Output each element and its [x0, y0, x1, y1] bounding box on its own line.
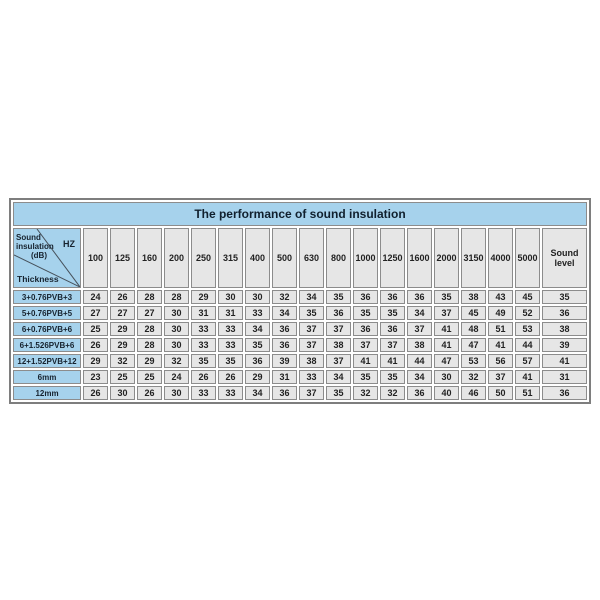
cell-3+0.76PVB+3-500hz: 32	[272, 290, 297, 304]
cell-3+0.76PVB+3-5000hz: 45	[515, 290, 540, 304]
cell-3+0.76PVB+3-4000hz: 43	[488, 290, 513, 304]
cell-6mm-400hz: 29	[245, 370, 270, 384]
cell-12mm-1600hz: 36	[407, 386, 432, 400]
freq-header-160: 160	[137, 228, 162, 288]
cell-6+1.526PVB+6-sound-level: 39	[542, 338, 587, 352]
corner-hz-label: HZ	[63, 239, 75, 249]
freq-header-2000: 2000	[434, 228, 459, 288]
cell-6mm-1600hz: 34	[407, 370, 432, 384]
cell-5+0.76PVB+5-2000hz: 37	[434, 306, 459, 320]
cell-6mm-250hz: 26	[191, 370, 216, 384]
data-row-6+0.76PVB+6	[13, 322, 587, 336]
cell-5+0.76PVB+5-630hz: 35	[299, 306, 324, 320]
cell-6+1.526PVB+6-2000hz: 41	[434, 338, 459, 352]
cell-6mm-315hz: 26	[218, 370, 243, 384]
cell-6+1.526PVB+6-1250hz: 37	[380, 338, 405, 352]
cell-12mm-200hz: 30	[164, 386, 189, 400]
cell-12+1.52PVB+12-1000hz: 41	[353, 354, 378, 368]
cell-12+1.52PVB+12-1250hz: 41	[380, 354, 405, 368]
cell-12mm-sound-level: 36	[542, 386, 587, 400]
corner-label-line2: insulation	[16, 242, 54, 251]
freq-header-250: 250	[191, 228, 216, 288]
cell-6mm-200hz: 24	[164, 370, 189, 384]
cell-5+0.76PVB+5-200hz: 30	[164, 306, 189, 320]
corner-cell-content	[14, 229, 80, 287]
cell-6+1.526PVB+6-100hz: 26	[83, 338, 108, 352]
freq-header-1250: 1250	[380, 228, 405, 288]
cell-6+1.526PVB+6-5000hz: 44	[515, 338, 540, 352]
cell-12mm-3150hz: 46	[461, 386, 486, 400]
cell-5+0.76PVB+5-100hz: 27	[83, 306, 108, 320]
cell-6mm-2000hz: 30	[434, 370, 459, 384]
cell-12+1.52PVB+12-250hz: 35	[191, 354, 216, 368]
cell-5+0.76PVB+5-1000hz: 35	[353, 306, 378, 320]
cell-12+1.52PVB+12-800hz: 37	[326, 354, 351, 368]
freq-header-1000: 1000	[353, 228, 378, 288]
cell-3+0.76PVB+3-1250hz: 36	[380, 290, 405, 304]
cell-12+1.52PVB+12-100hz: 29	[83, 354, 108, 368]
cell-6+1.526PVB+6-125hz: 29	[110, 338, 135, 352]
cell-12mm-2000hz: 40	[434, 386, 459, 400]
cell-6+1.526PVB+6-630hz: 37	[299, 338, 324, 352]
freq-header-400: 400	[245, 228, 270, 288]
cell-6mm-800hz: 34	[326, 370, 351, 384]
cell-12+1.52PVB+12-2000hz: 47	[434, 354, 459, 368]
cell-6+0.76PVB+6-4000hz: 51	[488, 322, 513, 336]
data-row-5+0.76PVB+5	[13, 306, 587, 320]
freq-header-500: 500	[272, 228, 297, 288]
header-row	[13, 228, 587, 288]
cell-6mm-100hz: 23	[83, 370, 108, 384]
cell-5+0.76PVB+5-125hz: 27	[110, 306, 135, 320]
cell-12+1.52PVB+12-630hz: 38	[299, 354, 324, 368]
cell-12mm-400hz: 34	[245, 386, 270, 400]
cell-12+1.52PVB+12-500hz: 39	[272, 354, 297, 368]
corner-sound-insulation-label	[16, 233, 62, 260]
cell-5+0.76PVB+5-sound-level: 36	[542, 306, 587, 320]
cell-6+0.76PVB+6-2000hz: 41	[434, 322, 459, 336]
data-row-3+0.76PVB+3	[13, 290, 587, 304]
cell-3+0.76PVB+3-sound-level: 35	[542, 290, 587, 304]
cell-12mm-315hz: 33	[218, 386, 243, 400]
freq-header-200: 200	[164, 228, 189, 288]
cell-12+1.52PVB+12-125hz: 32	[110, 354, 135, 368]
cell-6mm-5000hz: 41	[515, 370, 540, 384]
row-label-12+1.52PVB+12: 12+1.52PVB+12	[13, 354, 81, 368]
cell-12+1.52PVB+12-3150hz: 53	[461, 354, 486, 368]
cell-12+1.52PVB+12-160hz: 29	[137, 354, 162, 368]
cell-3+0.76PVB+3-1000hz: 36	[353, 290, 378, 304]
cell-6+0.76PVB+6-500hz: 36	[272, 322, 297, 336]
cell-12mm-5000hz: 51	[515, 386, 540, 400]
sound-level-header: Sound level	[542, 228, 587, 288]
title-row	[13, 202, 587, 226]
cell-6+1.526PVB+6-400hz: 35	[245, 338, 270, 352]
cell-3+0.76PVB+3-3150hz: 38	[461, 290, 486, 304]
cell-5+0.76PVB+5-5000hz: 52	[515, 306, 540, 320]
data-row-6+1.526PVB+6	[13, 338, 587, 352]
cell-6mm-1000hz: 35	[353, 370, 378, 384]
cell-12mm-1000hz: 32	[353, 386, 378, 400]
cell-6+1.526PVB+6-200hz: 30	[164, 338, 189, 352]
freq-header-800: 800	[326, 228, 351, 288]
cell-6+0.76PVB+6-125hz: 29	[110, 322, 135, 336]
cell-6+0.76PVB+6-5000hz: 53	[515, 322, 540, 336]
cell-6+0.76PVB+6-800hz: 37	[326, 322, 351, 336]
cell-12+1.52PVB+12-4000hz: 56	[488, 354, 513, 368]
cell-6+0.76PVB+6-1000hz: 36	[353, 322, 378, 336]
cell-6+0.76PVB+6-200hz: 30	[164, 322, 189, 336]
row-label-5+0.76PVB+5: 5+0.76PVB+5	[13, 306, 81, 320]
cell-6+0.76PVB+6-250hz: 33	[191, 322, 216, 336]
cell-3+0.76PVB+3-315hz: 30	[218, 290, 243, 304]
cell-6mm-630hz: 33	[299, 370, 324, 384]
cell-6+1.526PVB+6-1000hz: 37	[353, 338, 378, 352]
freq-header-1600: 1600	[407, 228, 432, 288]
cell-6mm-4000hz: 37	[488, 370, 513, 384]
cell-5+0.76PVB+5-4000hz: 49	[488, 306, 513, 320]
data-row-12+1.52PVB+12	[13, 354, 587, 368]
freq-header-630: 630	[299, 228, 324, 288]
cell-5+0.76PVB+5-1250hz: 35	[380, 306, 405, 320]
freq-header-125: 125	[110, 228, 135, 288]
cell-12mm-125hz: 30	[110, 386, 135, 400]
cell-12mm-800hz: 35	[326, 386, 351, 400]
cell-6+0.76PVB+6-1600hz: 37	[407, 322, 432, 336]
cell-6+1.526PVB+6-315hz: 33	[218, 338, 243, 352]
cell-6mm-160hz: 25	[137, 370, 162, 384]
cell-6mm-1250hz: 35	[380, 370, 405, 384]
freq-header-5000: 5000	[515, 228, 540, 288]
cell-6mm-125hz: 25	[110, 370, 135, 384]
cell-3+0.76PVB+3-800hz: 35	[326, 290, 351, 304]
cell-12mm-1250hz: 32	[380, 386, 405, 400]
cell-6+1.526PVB+6-500hz: 36	[272, 338, 297, 352]
cell-6+0.76PVB+6-315hz: 33	[218, 322, 243, 336]
cell-5+0.76PVB+5-250hz: 31	[191, 306, 216, 320]
cell-12mm-630hz: 37	[299, 386, 324, 400]
cell-3+0.76PVB+3-250hz: 29	[191, 290, 216, 304]
cell-5+0.76PVB+5-1600hz: 34	[407, 306, 432, 320]
cell-3+0.76PVB+3-100hz: 24	[83, 290, 108, 304]
cell-6+1.526PVB+6-4000hz: 41	[488, 338, 513, 352]
cell-12mm-160hz: 26	[137, 386, 162, 400]
cell-3+0.76PVB+3-630hz: 34	[299, 290, 324, 304]
cell-3+0.76PVB+3-200hz: 28	[164, 290, 189, 304]
cell-12mm-500hz: 36	[272, 386, 297, 400]
cell-6+1.526PVB+6-250hz: 33	[191, 338, 216, 352]
freq-header-315: 315	[218, 228, 243, 288]
cell-5+0.76PVB+5-400hz: 33	[245, 306, 270, 320]
cell-6+1.526PVB+6-160hz: 28	[137, 338, 162, 352]
corner-label-line3: (dB)	[31, 251, 47, 260]
cell-6mm-500hz: 31	[272, 370, 297, 384]
cell-6+0.76PVB+6-sound-level: 38	[542, 322, 587, 336]
cell-5+0.76PVB+5-800hz: 36	[326, 306, 351, 320]
freq-header-4000: 4000	[488, 228, 513, 288]
cell-5+0.76PVB+5-315hz: 31	[218, 306, 243, 320]
row-label-6+0.76PVB+6: 6+0.76PVB+6	[13, 322, 81, 336]
cell-6+1.526PVB+6-800hz: 38	[326, 338, 351, 352]
cell-12+1.52PVB+12-400hz: 36	[245, 354, 270, 368]
row-label-12mm: 12mm	[13, 386, 81, 400]
cell-5+0.76PVB+5-160hz: 27	[137, 306, 162, 320]
corner-cell	[13, 228, 81, 288]
cell-3+0.76PVB+3-400hz: 30	[245, 290, 270, 304]
cell-3+0.76PVB+3-160hz: 28	[137, 290, 162, 304]
cell-3+0.76PVB+3-1600hz: 36	[407, 290, 432, 304]
cell-3+0.76PVB+3-125hz: 26	[110, 290, 135, 304]
cell-12mm-250hz: 33	[191, 386, 216, 400]
data-row-6mm	[13, 370, 587, 384]
cell-6+0.76PVB+6-400hz: 34	[245, 322, 270, 336]
cell-6mm-3150hz: 32	[461, 370, 486, 384]
freq-header-100: 100	[83, 228, 108, 288]
cell-6+0.76PVB+6-160hz: 28	[137, 322, 162, 336]
cell-6+0.76PVB+6-3150hz: 48	[461, 322, 486, 336]
cell-5+0.76PVB+5-3150hz: 45	[461, 306, 486, 320]
cell-3+0.76PVB+3-2000hz: 35	[434, 290, 459, 304]
cell-6+0.76PVB+6-100hz: 25	[83, 322, 108, 336]
cell-5+0.76PVB+5-500hz: 34	[272, 306, 297, 320]
cell-12+1.52PVB+12-sound-level: 41	[542, 354, 587, 368]
cell-6+0.76PVB+6-630hz: 37	[299, 322, 324, 336]
cell-6+0.76PVB+6-1250hz: 36	[380, 322, 405, 336]
table-title: The performance of sound insulation	[13, 202, 587, 226]
sound-insulation-table-container	[9, 198, 591, 404]
cell-12+1.52PVB+12-1600hz: 44	[407, 354, 432, 368]
sound-insulation-table	[9, 198, 591, 404]
row-label-6+1.526PVB+6: 6+1.526PVB+6	[13, 338, 81, 352]
cell-12+1.52PVB+12-200hz: 32	[164, 354, 189, 368]
data-row-12mm	[13, 386, 587, 400]
row-label-3+0.76PVB+3: 3+0.76PVB+3	[13, 290, 81, 304]
cell-12mm-4000hz: 50	[488, 386, 513, 400]
row-label-6mm: 6mm	[13, 370, 81, 384]
cell-12+1.52PVB+12-315hz: 35	[218, 354, 243, 368]
corner-thickness-label: Thickness	[17, 274, 59, 284]
cell-12+1.52PVB+12-5000hz: 57	[515, 354, 540, 368]
corner-label-line1: Sound	[16, 233, 41, 242]
cell-12mm-100hz: 26	[83, 386, 108, 400]
cell-6mm-sound-level: 31	[542, 370, 587, 384]
freq-header-3150: 3150	[461, 228, 486, 288]
cell-6+1.526PVB+6-3150hz: 47	[461, 338, 486, 352]
cell-6+1.526PVB+6-1600hz: 38	[407, 338, 432, 352]
